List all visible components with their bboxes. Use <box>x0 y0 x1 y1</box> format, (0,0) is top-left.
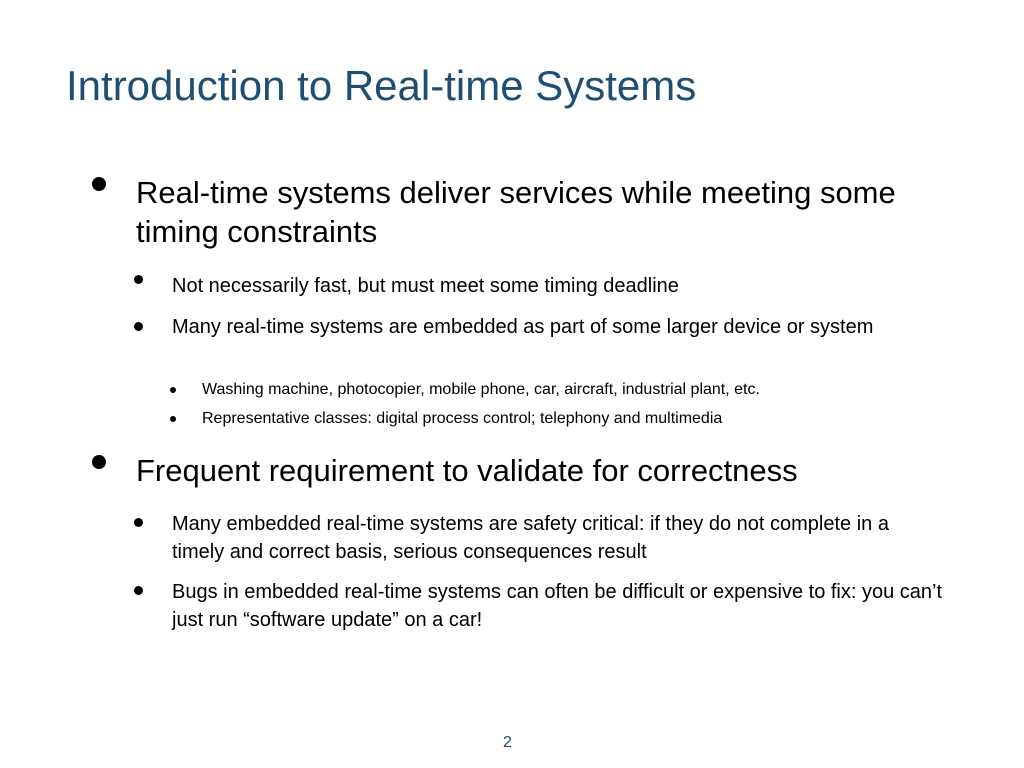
sub-bullet-text: Many real-time systems are embedded as part of some larger device or system <box>172 316 874 338</box>
bullet-dot-icon <box>170 416 176 422</box>
sub-sub-bullet-text: Representative classes: digital process control; telephony and multimedia <box>202 410 723 427</box>
page-number: 2 <box>503 734 512 751</box>
bullet-dot-icon <box>170 387 176 393</box>
bullet-dot-icon <box>92 177 106 191</box>
sub-sub-bullet-text: Washing machine, photocopier, mobile phone, car, aircraft, industrial plant, etc. <box>202 381 760 398</box>
bullet-dot-icon <box>134 586 143 595</box>
bullet-dot-icon <box>134 322 143 331</box>
bullet-dot-icon <box>134 275 143 284</box>
bullet-dot-icon <box>134 518 143 527</box>
slide-title: Introduction to Real-time Systems <box>66 62 697 109</box>
sub-bullet-text: Not necessarily fast, but must meet some timing deadline <box>172 275 679 297</box>
sub-bullet-text: Bugs in embedded real-time systems can often be difficult or expensive to fix: you can’t just run “software update” on a car! <box>172 581 943 631</box>
bullet-text: Real-time systems deliver services while meeting some timing constraints <box>136 175 896 249</box>
bullet-text: Frequent requirement to validate for correctness <box>136 453 798 488</box>
bullet-dot-icon <box>92 455 106 469</box>
sub-bullet-text: Many embedded real-time systems are safety critical: if they do not complete in a timely and correct basis, serious consequences result <box>172 513 889 563</box>
